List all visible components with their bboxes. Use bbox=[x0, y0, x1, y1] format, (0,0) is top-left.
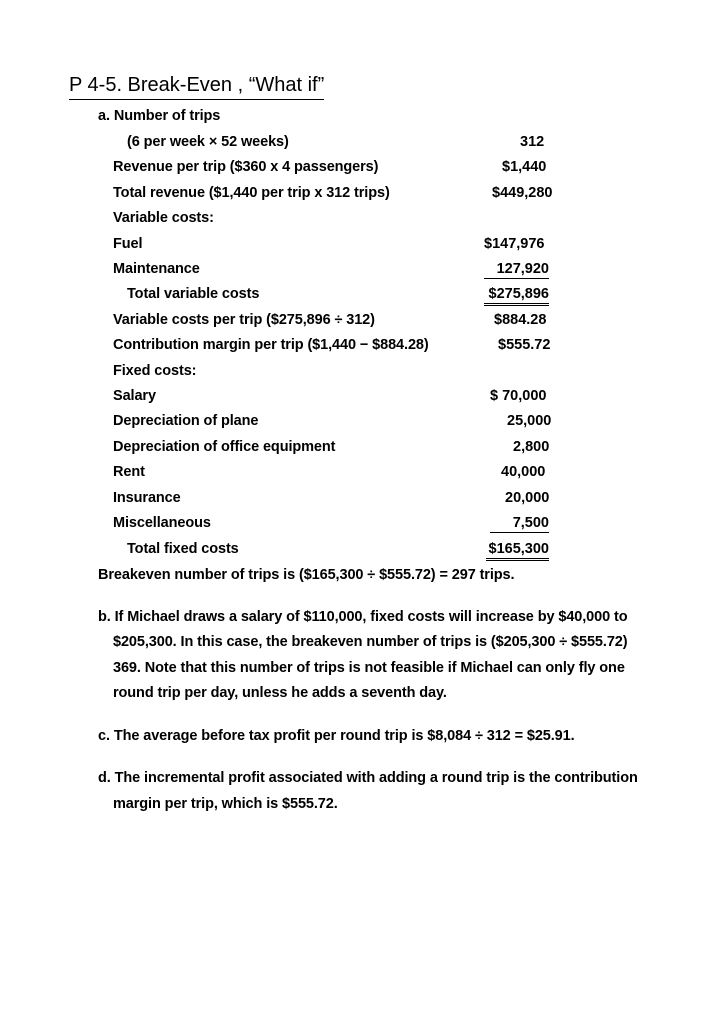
row-value-trips: 312 bbox=[520, 134, 545, 150]
row-label-total-fixed-costs: Total fixed costs bbox=[127, 541, 239, 557]
part-d-line-1: d. The incremental profit associated with adding a round trip is the contribution bbox=[98, 770, 638, 786]
row-value-contribution-margin: $555.72 bbox=[498, 337, 551, 353]
part-c-text: c. The average before tax profit per round trip is $8,084 ÷ 312 = $25.91. bbox=[98, 728, 575, 744]
breakeven-conclusion: Breakeven number of trips is ($165,300 ÷ $555.72) = 297 trips. bbox=[98, 567, 515, 583]
row-label-depreciation-office: Depreciation of office equipment bbox=[113, 439, 336, 455]
row-label-variable-cost-per-trip: Variable costs per trip ($275,896 ÷ 312) bbox=[113, 312, 375, 328]
row-value-depreciation-plane: 25,000 bbox=[507, 413, 552, 429]
row-label-trips-formula: (6 per week × 52 weeks) bbox=[127, 134, 289, 150]
row-label-revenue-per-trip: Revenue per trip ($360 x 4 passengers) bbox=[113, 159, 379, 175]
row-value-variable-cost-per-trip: $884.28 bbox=[494, 312, 547, 328]
row-value-total-fixed-costs: $165,300 bbox=[486, 541, 549, 561]
row-label-salary: Salary bbox=[113, 388, 156, 404]
row-value-revenue-per-trip: $1,440 bbox=[502, 159, 547, 175]
row-label-fixed-costs: Fixed costs: bbox=[113, 363, 197, 379]
page-title: P 4-5. Break-Even , “What if” bbox=[69, 74, 324, 100]
row-value-rent: 40,000 bbox=[501, 464, 546, 480]
row-label-rent: Rent bbox=[113, 464, 145, 480]
row-label-miscellaneous: Miscellaneous bbox=[113, 515, 211, 531]
row-label-fuel: Fuel bbox=[113, 236, 143, 252]
row-value-salary: $ 70,000 bbox=[490, 388, 547, 404]
row-value-insurance: 20,000 bbox=[505, 490, 550, 506]
row-label-contribution-margin: Contribution margin per trip ($1,440 − $884.28) bbox=[113, 337, 429, 353]
row-value-depreciation-office: 2,800 bbox=[513, 439, 550, 455]
row-value-fuel: $147,976 bbox=[484, 236, 545, 252]
row-label-maintenance: Maintenance bbox=[113, 261, 200, 277]
row-label-total-variable-costs: Total variable costs bbox=[127, 286, 260, 302]
part-b-line-3: 369. Note that this number of trips is not feasible if Michael can only fly one bbox=[113, 660, 625, 676]
row-value-maintenance: 127,920 bbox=[484, 261, 549, 279]
part-a-heading: a. Number of trips bbox=[98, 108, 221, 124]
row-value-total-revenue: $449,280 bbox=[492, 185, 553, 201]
row-label-variable-costs: Variable costs: bbox=[113, 210, 214, 226]
row-label-depreciation-plane: Depreciation of plane bbox=[113, 413, 259, 429]
part-b-line-4: round trip per day, unless he adds a seventh day. bbox=[113, 685, 447, 701]
part-d-line-2: margin per trip, which is $555.72. bbox=[113, 796, 338, 812]
row-label-insurance: Insurance bbox=[113, 490, 181, 506]
row-value-total-variable-costs: $275,896 bbox=[484, 286, 549, 306]
part-b-line-2: $205,300. In this case, the breakeven number of trips is ($205,300 ÷ $555.72) bbox=[113, 634, 628, 650]
part-b-line-1: b. If Michael draws a salary of $110,000, fixed costs will increase by $40,000 to bbox=[98, 609, 628, 625]
row-label-total-revenue: Total revenue ($1,440 per trip x 312 trips) bbox=[113, 185, 390, 201]
row-value-miscellaneous: 7,500 bbox=[490, 515, 549, 533]
